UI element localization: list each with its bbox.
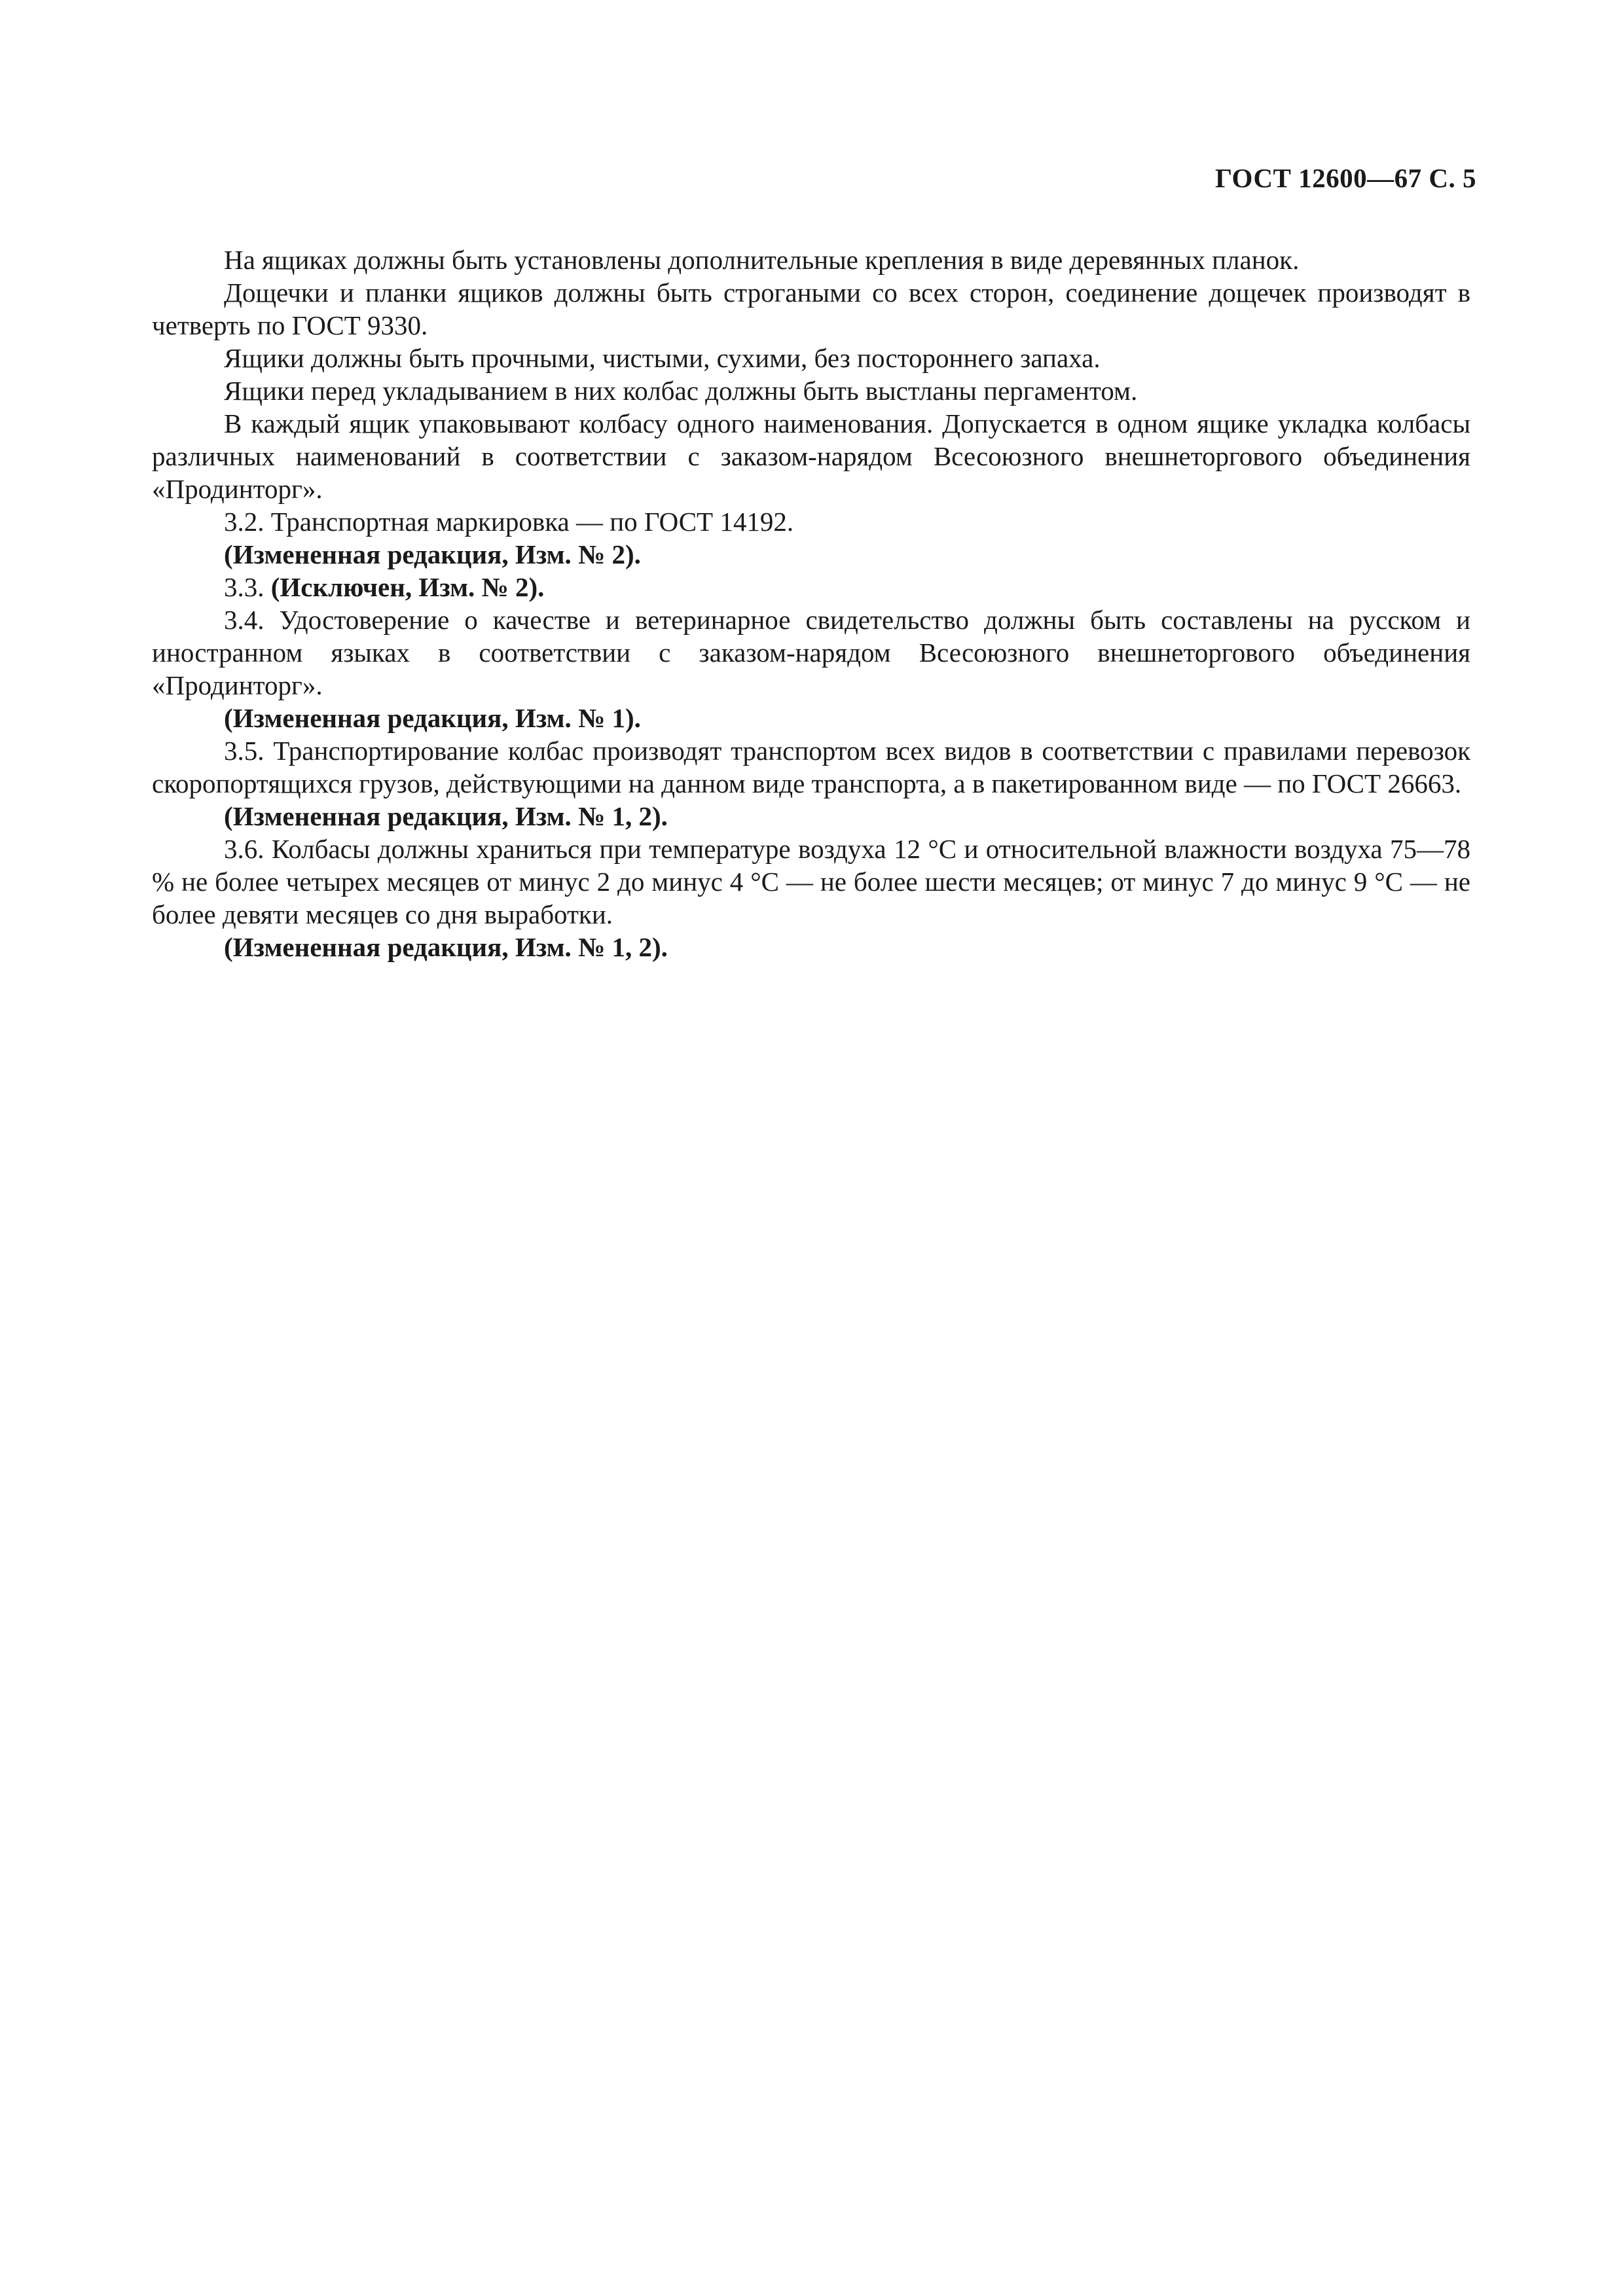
paragraph-3-6-storage: 3.6. Колбасы должны храниться при температуре воздуха 12 °С и относительной влажности воздуха 75—78 % не более четырех месяцев от минус 2 до минус 4 °С — не более шести месяцев; от минус 7 до минус 9 °С — не более девяти месяцев со дня выработки.	[152, 834, 1470, 929]
amendment-note-3-6: (Измененная редакция, Изм. № 1, 2).	[224, 932, 668, 962]
paragraph-boards-planed: Дощечки и планки ящиков должны быть строгаными со всех сторон, соединение дощечек производят в четверть по ГОСТ 9330.	[152, 278, 1470, 340]
paragraph-3-4-certificate: 3.4. Удостоверение о качестве и ветеринарное свидетельство должны быть составлены на русском и иностранном языках в соответствии с заказом-нарядом Всесоюзного внешнеторгового объединения «Продинторг».	[152, 605, 1470, 700]
document-body	[152, 243, 1470, 963]
paragraph-extra-fastenings: На ящиках должны быть установлены дополнительные крепления в виде деревянных планок.	[224, 245, 1300, 275]
clause-number-3-3: 3.3.	[224, 572, 264, 602]
paragraph-packing-single-name: В каждый ящик упаковывают колбасу одного наименования. Допускается в одном ящике укладка колбасы различных наименований в соответствии с заказом-нарядом Всесоюзного внешнеторгового объединения «Продинторг».	[152, 408, 1470, 504]
amendment-note-3-2: (Измененная редакция, Изм. № 2).	[224, 539, 641, 569]
paragraph-3-3-excluded	[152, 571, 1470, 603]
paragraph-3-5-transport: 3.5. Транспортирование колбас производят транспортом всех видов в соответствии с правилами перевозок скоропортящихся грузов, действующими на данном виде транспорта, а в пакетированном виде — по ГОСТ 26663.	[152, 736, 1470, 798]
excluded-note-3-3: (Исключен, Изм. № 2).	[270, 572, 545, 602]
paragraph-boxes-clean: Ящики должны быть прочными, чистыми, сухими, без постороннего запаха.	[224, 343, 1101, 373]
amendment-note-3-5: (Измененная редакция, Изм. № 1, 2).	[224, 801, 668, 831]
page-header: ГОСТ 12600—67 С. 5	[1214, 163, 1476, 193]
paragraph-boxes-parchment: Ящики перед укладыванием в них колбас должны быть выстланы пергаментом.	[224, 376, 1138, 406]
paragraph-3-2-marking: 3.2. Транспортная маркировка — по ГОСТ 14192.	[224, 507, 794, 537]
amendment-note-3-4: (Измененная редакция, Изм. № 1).	[224, 703, 641, 733]
